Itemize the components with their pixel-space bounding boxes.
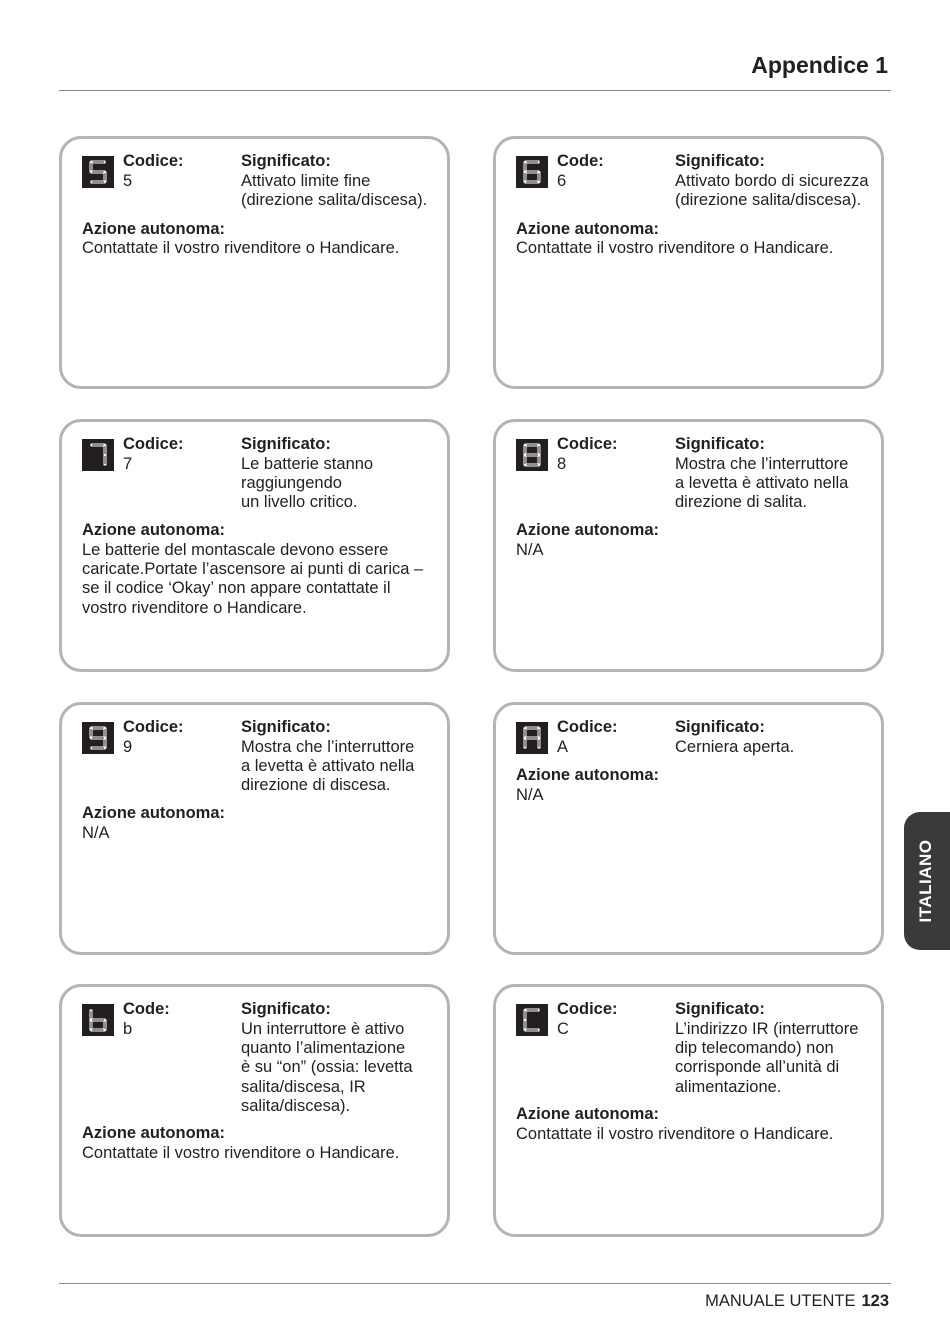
code-value: 9 [123, 738, 133, 756]
action-label: Azione autonoma: [82, 220, 225, 238]
seven-segment-display-icon [516, 156, 548, 188]
seven-segment-display-icon [82, 722, 114, 754]
error-code-card [493, 136, 884, 389]
action-value: N/A [516, 786, 544, 804]
seven-segment-glyph [516, 156, 548, 188]
seven-segment-display-icon [516, 1004, 548, 1036]
error-code-card [59, 419, 450, 672]
code-label: Code: [123, 1000, 170, 1018]
action-label: Azione autonoma: [516, 766, 659, 784]
meaning-value: Un interruttore è attivo quanto l’alimentazione è su “on” (ossia: levetta salita/discesa, IR salita/discesa). [241, 1020, 413, 1115]
error-code-card [59, 136, 450, 389]
meaning-label: Significato: [675, 435, 765, 453]
seven-segment-glyph [516, 439, 548, 471]
language-tab-label: ITALIANO [916, 839, 935, 923]
error-code-card [493, 702, 884, 955]
code-label: Codice: [123, 152, 184, 170]
meaning-label: Significato: [241, 435, 331, 453]
action-label: Azione autonoma: [516, 521, 659, 539]
page-title: Appendice 1 [751, 52, 888, 78]
action-value: Le batterie del montascale devono essere caricate.Portate l’ascensore ai punti di carica – se il codice ‘Okay’ non appare contattate il vostro rivenditore o Handicare. [82, 541, 424, 617]
meaning-label: Significato: [241, 1000, 331, 1018]
page-footer [705, 1292, 889, 1311]
code-label: Codice: [123, 435, 184, 453]
seven-segment-glyph [82, 1004, 114, 1036]
code-value: A [557, 738, 569, 756]
footer-divider [59, 1283, 891, 1284]
action-value: N/A [516, 541, 544, 559]
action-value: Contattate il vostro rivenditore o Handicare. [82, 1144, 400, 1162]
seven-segment-display-icon [516, 722, 548, 754]
meaning-value: Mostra che l’interruttore a levetta è attivato nella direzione di discesa. [241, 738, 415, 795]
error-code-card [59, 984, 450, 1237]
meaning-label: Significato: [675, 1000, 765, 1018]
action-label: Azione autonoma: [82, 804, 225, 822]
code-value: 5 [123, 172, 133, 190]
action-label: Azione autonoma: [516, 220, 659, 238]
action-label: Azione autonoma: [82, 1124, 225, 1142]
meaning-value: Cerniera aperta. [675, 738, 795, 756]
error-code-card [493, 984, 884, 1237]
code-label: Codice: [557, 718, 618, 736]
code-label: Codice: [123, 718, 184, 736]
meaning-value: Attivato bordo di sicurezza (direzione salita/discesa). [675, 172, 869, 210]
page-number: 123 [861, 1292, 889, 1310]
seven-segment-display-icon [82, 439, 114, 471]
seven-segment-glyph [516, 722, 548, 754]
action-value: Contattate il vostro rivenditore o Handicare. [516, 239, 834, 257]
action-value: Contattate il vostro rivenditore o Handicare. [82, 239, 400, 257]
meaning-label: Significato: [241, 152, 331, 170]
seven-segment-display-icon [516, 439, 548, 471]
meaning-label: Significato: [241, 718, 331, 736]
language-tab [904, 812, 950, 950]
action-label: Azione autonoma: [82, 521, 225, 539]
action-label: Azione autonoma: [516, 1105, 659, 1123]
code-value: b [123, 1020, 133, 1038]
seven-segment-glyph [82, 722, 114, 754]
meaning-label: Significato: [675, 718, 765, 736]
code-value: 6 [557, 172, 567, 190]
header-divider [59, 90, 891, 91]
meaning-value: Mostra che l’interruttore a levetta è attivato nella direzione di salita. [675, 455, 849, 512]
code-value: C [557, 1020, 569, 1038]
meaning-value: L’indirizzo IR (interruttore dip telecomando) non corrisponde all’unità di alimentazione. [675, 1020, 859, 1096]
meaning-label: Significato: [675, 152, 765, 170]
code-label: Codice: [557, 1000, 618, 1018]
meaning-value: Attivato limite fine (direzione salita/discesa). [241, 172, 428, 210]
code-label: Code: [557, 152, 604, 170]
seven-segment-display-icon [82, 1004, 114, 1036]
seven-segment-glyph [516, 1004, 548, 1036]
manual-label: MANUALE UTENTE [705, 1292, 856, 1310]
code-value: 7 [123, 455, 133, 473]
error-code-card [493, 419, 884, 672]
action-value: Contattate il vostro rivenditore o Handicare. [516, 1125, 834, 1143]
code-value: 8 [557, 455, 567, 473]
seven-segment-display-icon [82, 156, 114, 188]
code-label: Codice: [557, 435, 618, 453]
error-code-card [59, 702, 450, 955]
seven-segment-glyph [82, 156, 114, 188]
seven-segment-glyph [82, 439, 114, 471]
meaning-value: Le batterie stanno raggiungendo un livello critico. [241, 455, 374, 512]
action-value: N/A [82, 824, 110, 842]
